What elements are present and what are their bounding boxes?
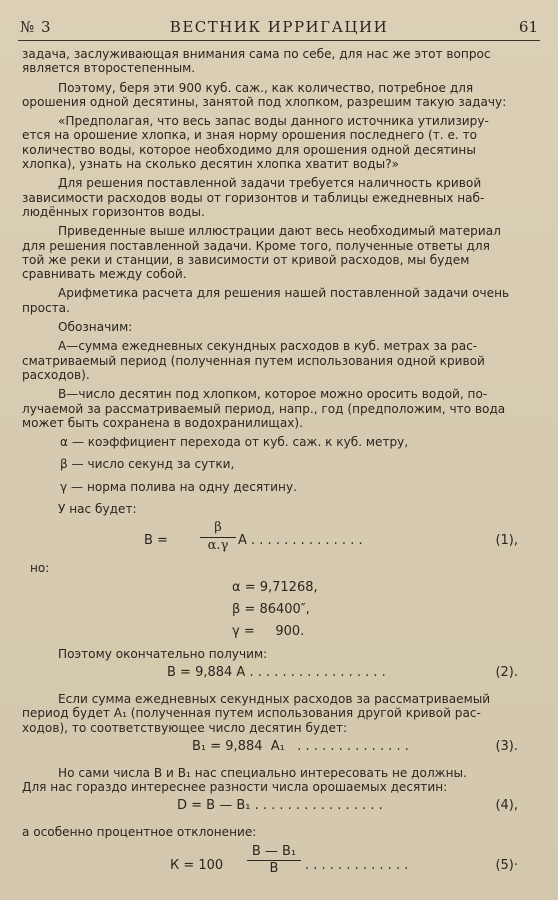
text-line: Для нас гораздо интереснее разности числа орошаемых десятин: (22, 780, 448, 795)
formula-3-tag: (3). (495, 738, 518, 754)
but-label: но: (30, 561, 50, 576)
formula-2-tag: (2). (495, 664, 518, 680)
text-line: той же реки и станции, в зависимости от кривой расходов, мы будем (22, 252, 470, 267)
text-line: А—сумма ежедневных секундных расходов в куб. метрах за рас- (58, 339, 478, 354)
formula-1-tag: (1), (495, 533, 518, 549)
running-head (18, 16, 540, 41)
text-line: хлопка), узнать на сколько десятин хлопка хватит воды?» (22, 157, 400, 172)
therefore-label: Поэтому окончательно получим: (58, 646, 268, 661)
formula-2-body: В = 9,884 А . . . . . . . . . . . . . . . . . (167, 664, 386, 680)
paragraph-task-intro (22, 81, 536, 110)
formula-4-tag: (4), (495, 798, 518, 814)
text-line: количество воды, которое необходимо для орошения одной десятины (22, 142, 476, 157)
text-line: для решения поставленной задачи. Кроме того, полученные ответы для (22, 238, 490, 253)
article-body (22, 47, 536, 891)
definition-b (22, 387, 536, 430)
text-line: «Предполагая, что весь запас воды данного источника утилизиру- (58, 114, 489, 129)
text-line: является второстепенным. (22, 61, 196, 76)
task-quote (22, 114, 536, 171)
text-line: сматриваемый период (полученная путем использования одной кривой (22, 353, 485, 368)
formula-4-body: D = В — В₁ . . . . . . . . . . . . . . . . (177, 798, 383, 814)
text-line: сравнивать между собой. (22, 267, 187, 282)
text-line: расходов). (22, 367, 90, 382)
text-line: задача, заслуживающая внимания сама по себе, для нас же этот вопрос (22, 47, 491, 61)
formula-1-rest: А . . . . . . . . . . . . . . (238, 533, 363, 549)
text-line: В—число десятин под хлопком, которое можно оросить водой, по- (58, 387, 488, 402)
text-line: период будет А₁ (полученная путем использования другой кривой рас- (22, 706, 481, 721)
gamma-value: γ = 900. (232, 623, 305, 639)
beta-value: β = 86400″, (232, 601, 310, 617)
formula-5-lhs: К = 100 (170, 857, 224, 873)
paragraph-requirements (22, 176, 536, 219)
text-line: Арифметика расчета для решения нашей поставленной задачи очень (58, 286, 510, 301)
formula-5-tag: (5)· (495, 857, 518, 873)
definition-alpha: α — коэффициент перехода от куб. саж. к куб. метру, (60, 435, 409, 450)
alpha-value: α = 9,71268, (232, 579, 318, 595)
paragraph-arithmetic (22, 286, 536, 315)
formula-4 (22, 799, 536, 819)
formula-5-denominator: В (269, 860, 279, 876)
definition-a (22, 339, 536, 382)
formula-3 (22, 740, 536, 760)
paragraph-percent: а особенно процентное отклонение: (22, 825, 257, 840)
definition-gamma: γ — норма полива на одну десятину. (60, 479, 297, 494)
paragraph-difference (22, 766, 536, 795)
text-line: ется на орошение хлопка, и зная норму орошения последнего (т. е. то (22, 128, 478, 143)
constants-block (22, 581, 536, 647)
formula-1-lhs: В = (144, 533, 168, 549)
paragraph-continuation (22, 47, 536, 76)
text-line: лучаемой за рассматриваемый период, напр., год (предположим, что вода (22, 401, 506, 416)
we-have-label: У нас будет: (58, 502, 137, 517)
text-line: Для решения поставленной задачи требуется наличность кривой (58, 176, 482, 191)
formula-1-numerator: β (214, 520, 222, 536)
text-line: Приведенные выше иллюстрации дают весь необходимый материал (58, 224, 501, 239)
formula-3-body: В₁ = 9,884 А₁ . . . . . . . . . . . . . . (192, 738, 409, 754)
text-line: Поэтому, беря эти 900 куб. саж., как количество, потребное для (58, 80, 474, 95)
formula-1-denominator: α.γ (207, 537, 229, 553)
paragraph-notation: Обозначим: (58, 320, 133, 335)
formula-5-dots: . . . . . . . . . . . . . (305, 857, 409, 873)
formula-1-fraction (200, 521, 236, 553)
text-line: проста. (22, 300, 70, 315)
page-number: 61 (518, 18, 538, 36)
text-line: может быть сохранена в водохранилищах). (22, 415, 303, 430)
formula-5-fraction (247, 845, 301, 877)
text-line: ходов), то соответствующее число десятин будет: (22, 720, 348, 735)
paragraph-illustrations (22, 224, 536, 281)
text-line: зависимости расходов воды от горизонтов и таблицы ежедневных наб- (22, 190, 485, 205)
definition-beta: β — число секунд за сутки, (60, 457, 235, 472)
text-line: Но сами числа В и В₁ нас специально интересовать не должны. (58, 765, 467, 780)
formula-1 (22, 521, 536, 561)
formula-2 (22, 666, 536, 686)
text-line: Если сумма ежедневных секундных расходов за рассматриваемый (58, 691, 491, 706)
issue-number: № 3 (20, 18, 52, 36)
formula-5 (22, 845, 536, 891)
text-line: людённых горизонтов воды. (22, 204, 205, 219)
formula-5-numerator: В — В₁ (251, 843, 297, 859)
paragraph-second-curve (22, 692, 536, 735)
text-line: орошения одной десятины, занятой под хлопком, разрешим такую задачу: (22, 94, 507, 109)
journal-title: ВЕСТНИК ИРРИГАЦИИ (169, 18, 389, 36)
